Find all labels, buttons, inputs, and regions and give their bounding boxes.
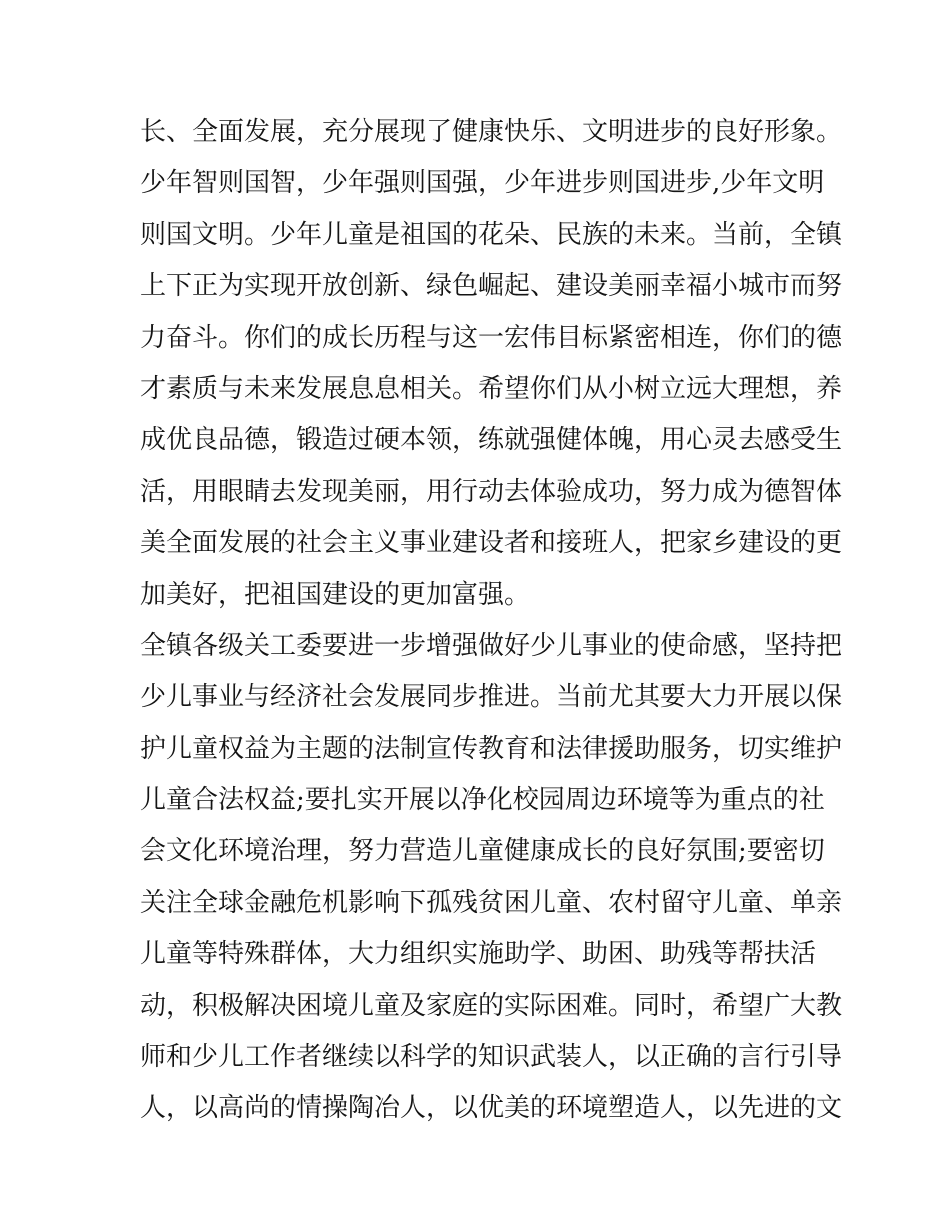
text-line: 人，以高尚的情操陶冶人，以优美的环境塑造人，以先进的文 [140,1093,843,1124]
text-line: 会文化环境治理，努力营造儿童健康成长的良好氛围;要密切 [140,836,825,867]
text-line: 活，用眼睛去发现美丽，用行动去体验成功，努力成为德智体 [140,476,843,507]
text-line: 才素质与未来发展息息相关。希望你们从小树立远大理想，养 [140,373,843,404]
text-line: 儿童等特殊群体，大力组织实施助学、助困、助残等帮扶活 [140,939,817,970]
text-line: 美全面发展的社会主义事业建设者和接班人，把家乡建设的更 [140,528,843,559]
text-line: 护儿童权益为主题的法制宣传教育和法律援助服务，切实维护 [140,733,843,764]
text-line: 成优良品德，锻造过硬本领，练就强健体魄，用心灵去感受生 [140,425,843,456]
text-line: 关注全球金融危机影响下孤残贫困儿童、农村留守儿童、单亲 [140,887,843,918]
text-line: 少年智则国智，少年强则国强，少年进步则国进步,少年文明 [140,168,825,199]
body-text [140,107,843,1135]
text-line: 上下正为实现开放创新、绿色崛起、建设美丽幸福小城市而努 [140,271,843,302]
text-line: 则国文明。少年儿童是祖国的花朵、民族的未来。当前，全镇 [140,219,843,250]
text-line: 全镇各级关工委要进一步增强做好少儿事业的使命感，坚持把 [140,630,843,661]
text-line: 师和少儿工作者继续以科学的知识武装人，以正确的言行引导 [140,1042,843,1073]
text-line: 加美好，把祖国建设的更加富强。 [140,579,531,610]
text-line: 儿童合法权益;要扎实开展以净化校园周边环境等为重点的社 [140,785,825,816]
text-line: 少儿事业与经济社会发展同步推进。当前尤其要大力开展以保 [140,682,843,713]
text-line: 力奋斗。你们的成长历程与这一宏伟目标紧密相连，你们的德 [140,322,843,353]
text-line: 动，积极解决困境儿童及家庭的实际困难。同时，希望广大教 [140,990,843,1021]
text-line: 长、全面发展，充分展现了健康快乐、文明进步的良好形象。 [140,117,843,147]
